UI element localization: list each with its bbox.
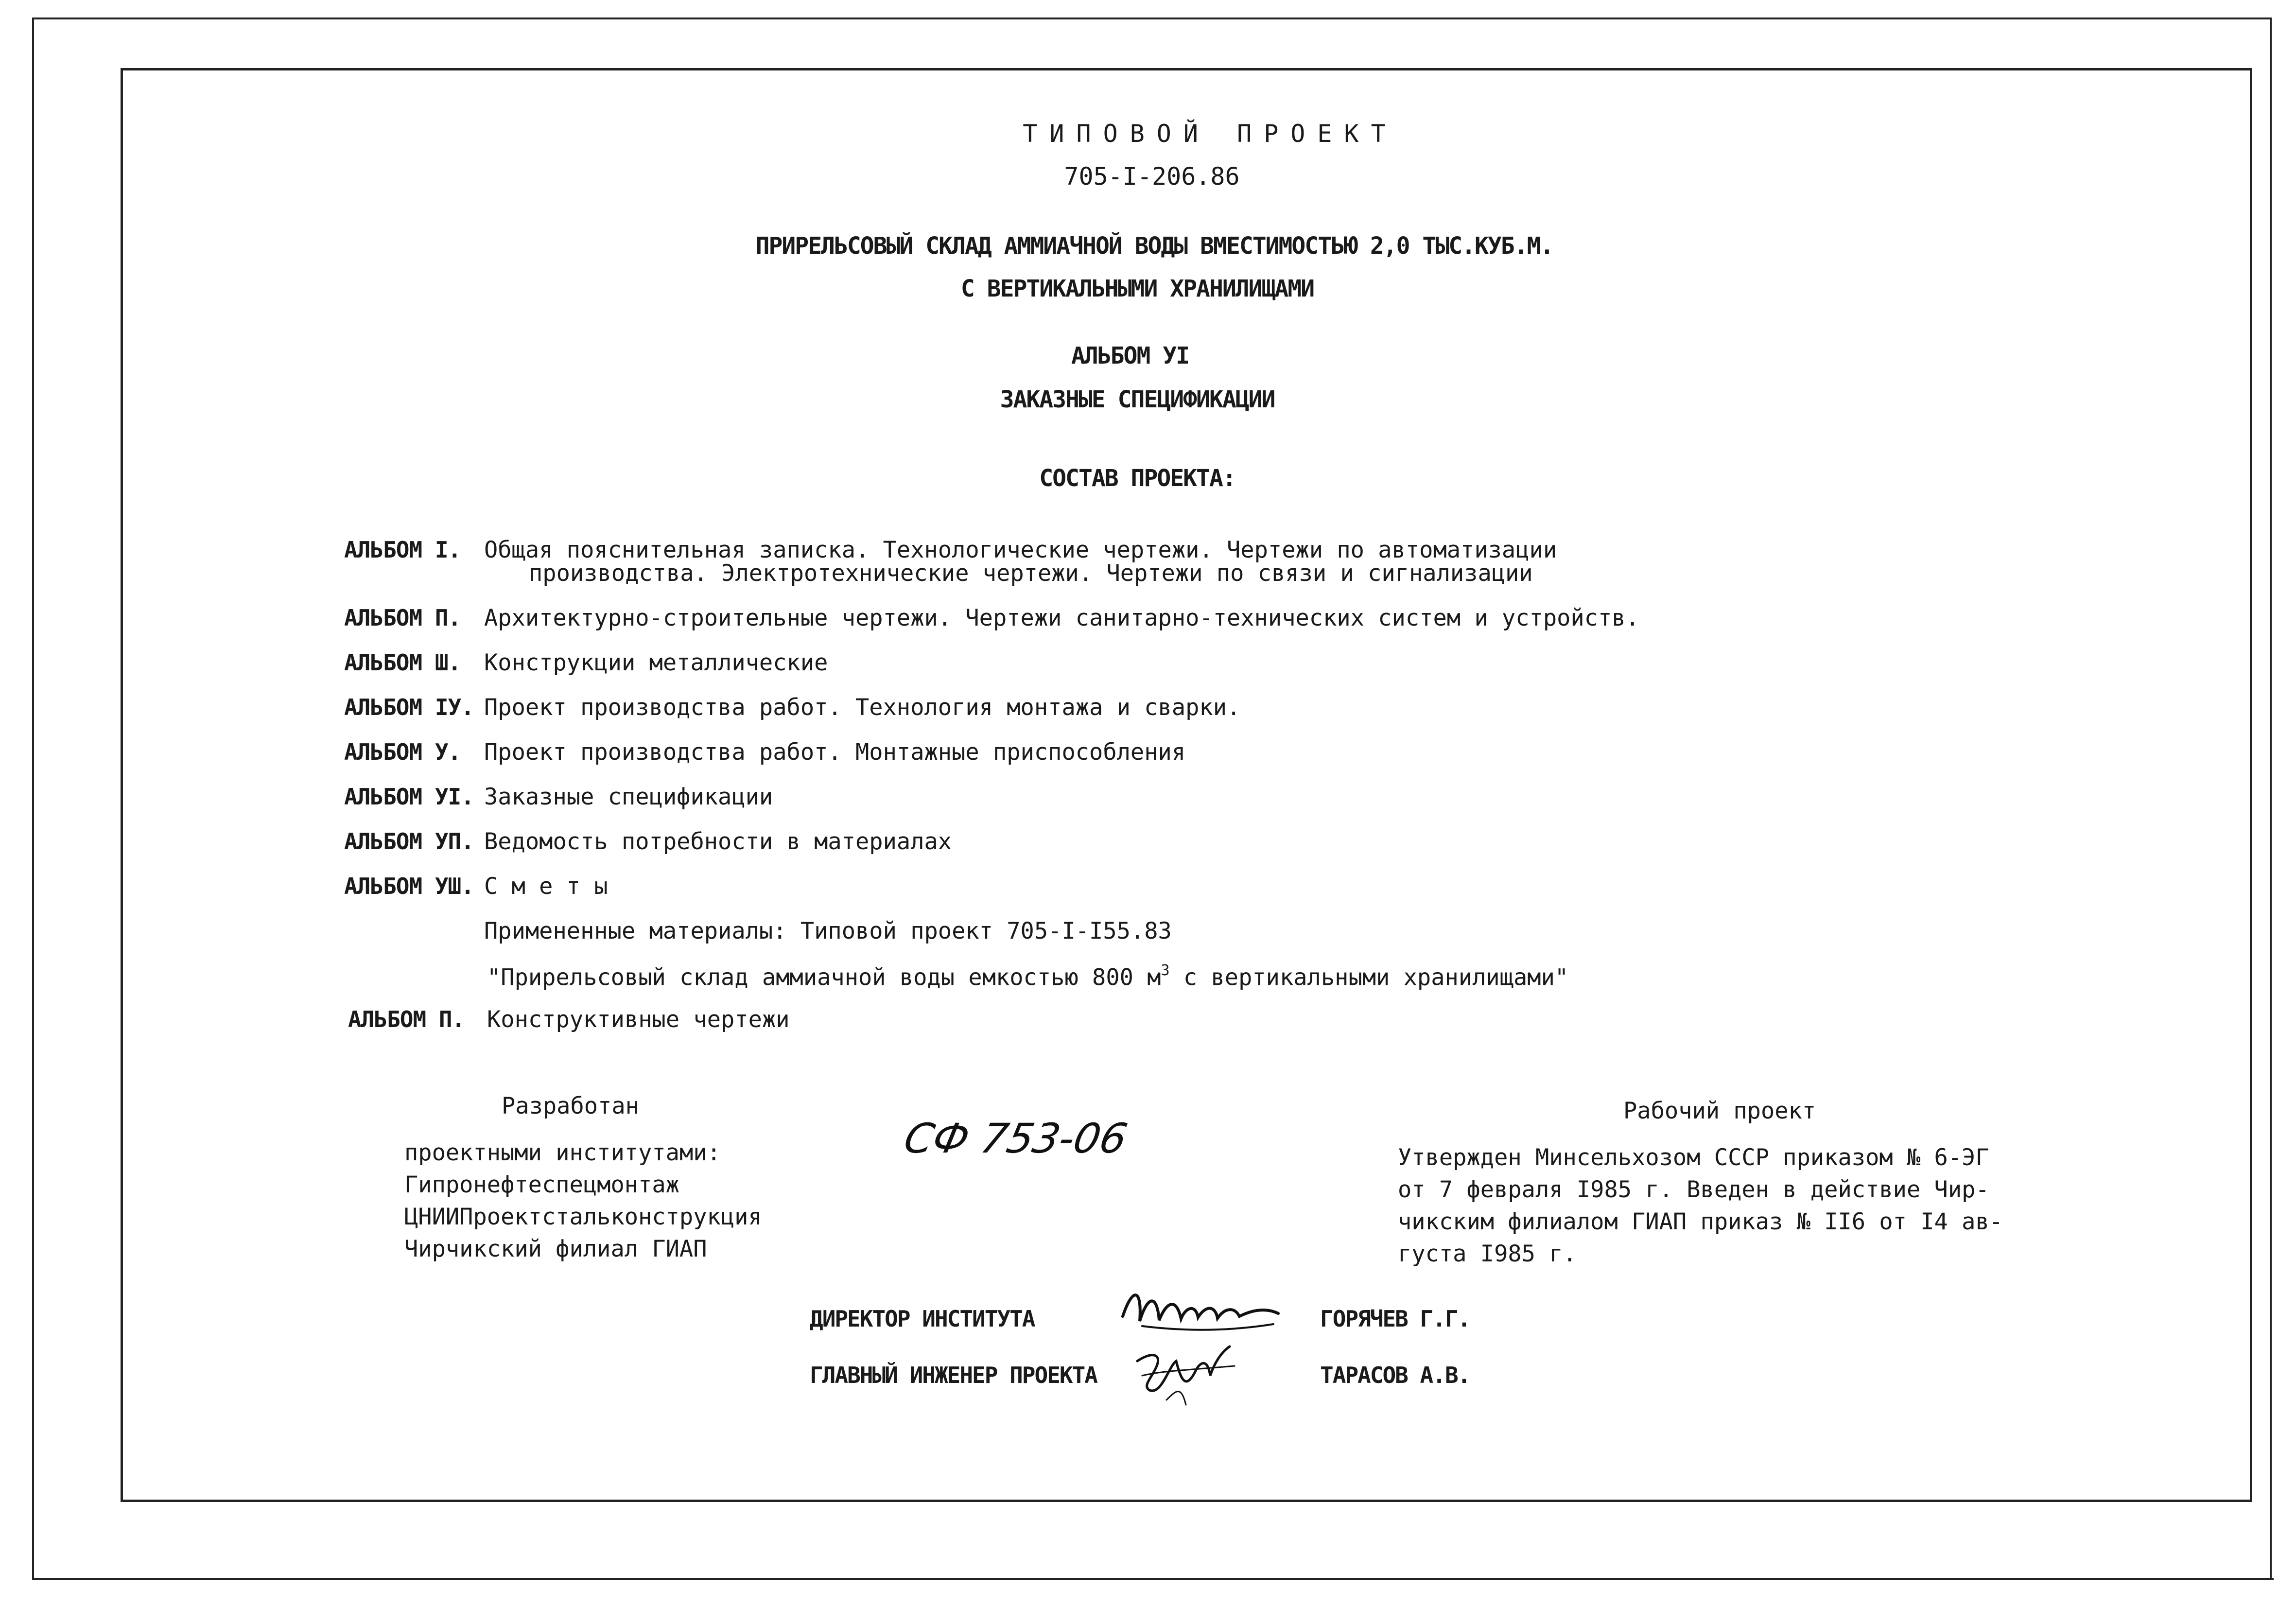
director-role: ДИРЕКТОР ИНСТИТУТА: [810, 1306, 1035, 1332]
album-label: АЛЬБОМ П.: [344, 605, 461, 631]
album-label: АЛЬБОМ IУ.: [344, 694, 474, 720]
album-text: Заказные спецификации: [484, 784, 773, 810]
director-name: ГОРЯЧЕВ Г.Г.: [1320, 1306, 1470, 1332]
album-text: Ведомость потребности в материалах: [484, 828, 952, 855]
project-number: 705-I-206.86: [1064, 162, 1240, 191]
working-line: от 7 февраля I985 г. Введен в действие Чир-: [1398, 1176, 1989, 1203]
album-text: Конструкции металлические: [484, 649, 828, 676]
album-number: АЛЬБОМ УI: [1071, 342, 1189, 369]
applied-materials-name: "Прирельсовый склад аммиачной воды емкостью 800 $м^3$ с вертикальными хранилищами": [487, 962, 1569, 991]
developed-line: Гипронефтеспецмонтаж: [404, 1171, 679, 1198]
album-label: АЛЬБОМ УI.: [344, 784, 474, 810]
developed-line: ЦНИИПроектстальконструкция: [404, 1204, 762, 1230]
album-label: АЛЬБОМ Ш.: [344, 649, 461, 676]
album-text-cont: производства. Электротехнические чертежи. Чертежи по связи и сигнализации: [529, 560, 1533, 587]
chief-signature: [1123, 1332, 1249, 1415]
working-title: Рабочий проект: [1623, 1098, 1816, 1124]
working-line: чикским филиалом ГИАП приказ № II6 от I4 ав-: [1398, 1208, 2003, 1235]
album-text: Архитектурно-строительные чертежи. Чертежи санитарно-технических систем и устройств.: [484, 605, 1639, 631]
album-text: С м е т ы: [484, 873, 608, 900]
developed-line: проектными институтами:: [404, 1139, 721, 1166]
album-label: АЛЬБОМ У.: [344, 739, 461, 765]
doc-title: ТИПОВОЙ ПРОЕКТ: [1023, 120, 1398, 148]
album-text: Проект производства работ. Монтажные приспособления: [484, 739, 1186, 766]
applied-album-text: Конструктивные чертежи: [487, 1006, 790, 1033]
working-line: густа I985 г.: [1398, 1241, 1577, 1267]
developed-line: Чирчикский филиал ГИАП: [404, 1236, 707, 1262]
project-name-line2: С ВЕРТИКАЛЬНЫМИ ХРАНИЛИЩАМИ: [960, 275, 1314, 302]
project-name-line1: ПРИРЕЛЬСОВЫЙ СКЛАД АММИАЧНОЙ ВОДЫ ВМЕСТИМОСТЬЮ 2,0 ТЫС.КУБ.М.: [755, 232, 1553, 260]
composition-title: СОСТАВ ПРОЕКТА:: [1039, 465, 1235, 492]
outer-frame-right: [2270, 17, 2272, 1580]
album-label: АЛЬБОМ УП.: [344, 828, 474, 855]
outer-frame-top: [32, 17, 2270, 19]
handwritten-code: СФ 753-06: [900, 1115, 1131, 1162]
applied-materials: Примененные материалы: Типовой проект 705-I-I55.83: [484, 918, 1172, 944]
chief-name: ТАРАСОВ А.В.: [1320, 1362, 1470, 1388]
album-label: АЛЬБОМ УШ.: [344, 873, 474, 899]
album-text: Общая пояснительная записка. Технологические чертежи. Чертежи по автоматизации: [484, 537, 1557, 563]
working-line: Утвержден Минсельхозом СССР приказом № 6-ЭГ: [1398, 1144, 1989, 1171]
chief-role: ГЛАВНЫЙ ИНЖЕНЕР ПРОЕКТА: [810, 1362, 1097, 1388]
album-text: Проект производства работ. Технология монтажа и сварки.: [484, 694, 1241, 721]
album-label: АЛЬБОМ I.: [344, 537, 461, 563]
album-title: ЗАКАЗНЫЕ СПЕЦИФИКАЦИИ: [1000, 386, 1275, 413]
applied-album-label: АЛЬБОМ П.: [348, 1006, 465, 1032]
developed-title: Разработан: [502, 1093, 639, 1119]
